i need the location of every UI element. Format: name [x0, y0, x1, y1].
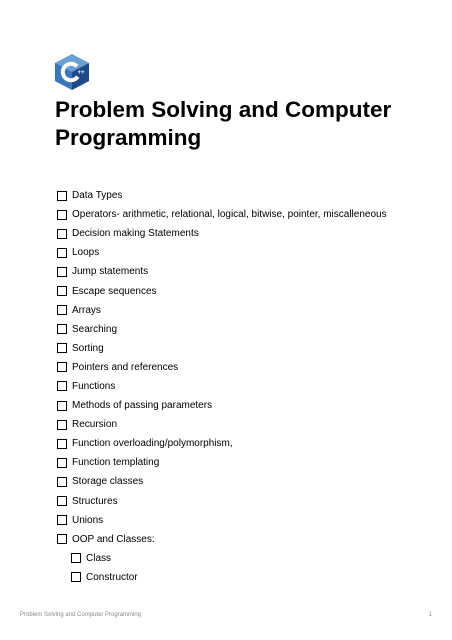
- checkbox[interactable]: [57, 191, 67, 201]
- checklist-item-label: Recursion: [72, 419, 118, 431]
- checkbox[interactable]: [57, 477, 67, 487]
- checklist-item: [57, 262, 387, 281]
- checklist-item: [57, 320, 387, 339]
- checkbox[interactable]: [57, 401, 67, 411]
- checklist-item-label: Jump statements: [72, 266, 149, 278]
- checklist-item-label: Methods of passing parameters: [72, 400, 213, 412]
- checklist-item: [57, 281, 387, 300]
- checklist-item-label: Operators- arithmetic, relational, logical, bitwise, pointer, miscalleneous: [72, 209, 387, 221]
- checkbox[interactable]: [57, 362, 67, 372]
- footer-page-number: 1: [428, 612, 432, 618]
- checkbox[interactable]: [57, 496, 67, 506]
- checkbox[interactable]: [57, 515, 67, 525]
- checkbox[interactable]: [57, 305, 67, 315]
- checklist-item: [57, 377, 387, 396]
- checklist-item: [57, 568, 387, 587]
- checklist-item-label: Functions: [72, 380, 116, 392]
- checklist-item-label: OOP and Classes:: [72, 533, 155, 545]
- checklist-item: [57, 224, 387, 243]
- checkbox[interactable]: [57, 210, 67, 220]
- checklist-item-label: Function templating: [72, 457, 160, 469]
- checkbox[interactable]: [57, 343, 67, 353]
- checklist-item: [57, 396, 387, 415]
- checklist-item-label: Data Types: [72, 190, 123, 202]
- checklist-item-label: Arrays: [72, 304, 101, 316]
- checkbox[interactable]: [57, 534, 67, 544]
- footer-title: Problem Solving and Computer Programming: [20, 612, 142, 618]
- checklist-item: [57, 205, 387, 224]
- checklist-item: [57, 492, 387, 511]
- document-title: Problem Solving and Computer Programming: [55, 97, 392, 150]
- checkbox[interactable]: [57, 420, 67, 430]
- checklist-item: [57, 301, 387, 320]
- topic-checklist: [57, 186, 387, 587]
- checklist-item: [57, 472, 387, 491]
- checklist-item-label: Searching: [72, 323, 118, 335]
- checkbox[interactable]: [57, 439, 67, 449]
- checklist-item: [57, 530, 387, 549]
- checklist-item: [57, 453, 387, 472]
- svg-text:++: ++: [77, 70, 85, 76]
- checklist-item-label: Loops: [72, 247, 100, 259]
- checklist-item-label: Function overloading/polymorphism,: [72, 438, 233, 450]
- checklist-item-label: Unions: [72, 514, 104, 526]
- checklist-item-label: Decision making Statements: [72, 228, 199, 240]
- checkbox[interactable]: [71, 572, 81, 582]
- checklist-item: [57, 511, 387, 530]
- checklist-item: [57, 549, 387, 568]
- checklist-item: [57, 415, 387, 434]
- checklist-item-label: Class: [86, 552, 112, 564]
- cpp-logo-icon: [55, 54, 89, 90]
- checklist-item: [57, 243, 387, 262]
- checklist-item: [57, 358, 387, 377]
- checklist-item: [57, 186, 387, 205]
- checklist-item-label: Sorting: [72, 342, 104, 354]
- checkbox[interactable]: [57, 286, 67, 296]
- checkbox[interactable]: [57, 267, 67, 277]
- checklist-item: [57, 339, 387, 358]
- checklist-item: [57, 434, 387, 453]
- checkbox[interactable]: [57, 458, 67, 468]
- checklist-item-label: Escape sequences: [72, 285, 157, 297]
- checkbox[interactable]: [71, 553, 81, 563]
- checklist-item-label: Constructor: [86, 571, 138, 583]
- checklist-item-label: Pointers and references: [72, 361, 179, 373]
- checkbox[interactable]: [57, 324, 67, 334]
- checklist-item-label: Storage classes: [72, 476, 144, 488]
- checkbox[interactable]: [57, 248, 67, 258]
- checkbox[interactable]: [57, 381, 67, 391]
- checkbox[interactable]: [57, 229, 67, 239]
- checklist-item-label: Structures: [72, 495, 118, 507]
